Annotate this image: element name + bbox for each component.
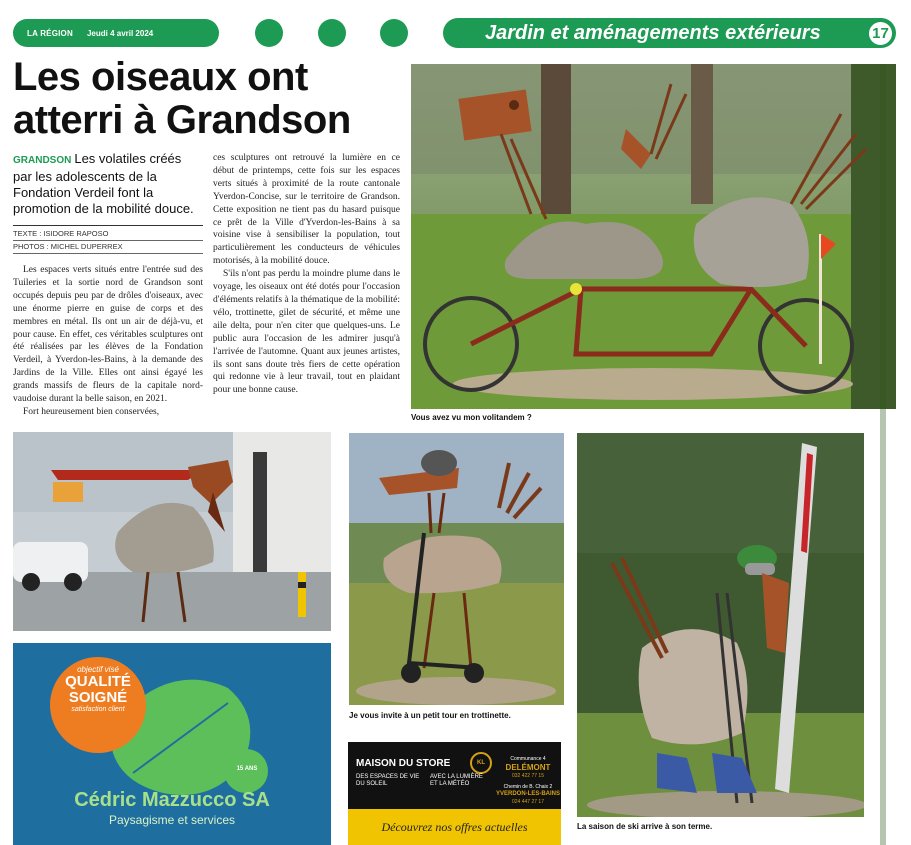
badge-text: QUALITÉ <box>65 673 131 690</box>
store-address: Chemin de B. Chaix 2 <box>503 784 553 790</box>
section-title: Jardin et aménagements extérieurs <box>443 18 896 48</box>
ad-tagline: Paysagisme et services <box>108 813 236 827</box>
page-edge <box>880 64 886 845</box>
newspaper-name: LA RÉGION <box>27 28 73 38</box>
store-city: YVERDON-LES-BAINS <box>495 791 560 797</box>
store-city: DELÉMONT <box>505 763 551 772</box>
badge-text: objectif visé <box>77 665 119 674</box>
article-lead <box>13 151 203 217</box>
store-logo: KL <box>470 752 492 774</box>
years-badge: 15 ANS <box>236 766 258 772</box>
article-headline <box>13 56 403 142</box>
body-column-1 <box>13 264 203 419</box>
paragraph: Les espaces verts situés entre l'entrée sud des Tuileries et la sortie nord de Grandson sont occupés depuis peu par de drôles d'oiseaux, avec une énorme pierre en guise de corps et des membres en métal. Ils ont un air de déjà-vu, et pour cause. En effet, ces véritables sculptures ont été réalisées par les élèves de la Fondation Verdeil, à Yverdon-les-Bains, à la demande des Jardins de la Ville. Elles ont ainsi égayé les grands massifs de fleurs de la capitale nord-vaudoise durant la belle saison, en 2021. <box>13 265 203 405</box>
credit-photos: PHOTOS : MICHEL DUPERREX <box>13 242 203 254</box>
caption-tandem: Vous avez vu mon volitandem ? <box>411 413 532 422</box>
headline-line: atterri à Grandson <box>13 98 351 142</box>
ad-cedric-mazzucco[interactable] <box>13 643 331 845</box>
quality-badge <box>50 665 146 713</box>
caption-ski: La saison de ski arrive à son terme. <box>577 822 713 831</box>
photo-tandem-birds <box>411 64 896 409</box>
photo-ski-bird <box>577 433 864 817</box>
body-column-2 <box>213 152 400 397</box>
header-brand-bar <box>13 19 219 47</box>
store-address: Communance 4 <box>510 756 546 762</box>
store-phone: 024 447 27 17 <box>512 799 544 805</box>
kicker: GRANDSON <box>13 155 72 166</box>
header-dot <box>255 19 283 47</box>
page-number: 17 <box>867 20 894 47</box>
issue-date: Jeudi 4 avril 2024 <box>86 28 154 38</box>
store-line: AVEC LA LUMIÈRE ET LA MÉTÉO <box>430 774 483 787</box>
credit-text: TEXTE : ISIDORE RAPOSO <box>13 229 203 241</box>
credits <box>13 225 203 255</box>
store-name: MAISON DU STORE <box>356 758 451 769</box>
badge-text: satisfaction client <box>71 706 125 713</box>
ad-company-name: Cédric Mazzucco SA <box>74 789 270 811</box>
paragraph: S'ils n'ont pas perdu la moindre plume dans le voyage, les oiseaux ont été dotés pour l'occasion d'éléments relatifs à la thématique de la mobilité: vélo, trottinette, gilet de sécurité, et même une aile delta, pour n'en citer que quelques-uns. Le public aura l'occasion de les admirer jusqu'à l'arrivée de l'automne. Quant aux jeunes artistes, ils sont sans doute très fiers de cette opération qui redonne vie à leur travail, tout en plaidant pour une bonne cause. <box>213 269 400 396</box>
header-dot <box>318 19 346 47</box>
ad-maison-du-store[interactable] <box>348 742 561 845</box>
photo-delta-bird <box>13 432 331 631</box>
header-dot <box>380 19 408 47</box>
paragraph: Fort heureusement bien conservées, <box>23 406 160 417</box>
store-slogan: Découvrez nos offres actuelles <box>348 809 561 845</box>
store-phone: 032 422 77 15 <box>512 773 544 779</box>
paragraph: ces sculptures ont retrouvé la lumière en ce début de printemps, cette fois sur les espaces verts situés à proximité de la route cantonale Yverdon-Concise, sur le territoire de Grandson. Cette exposition ne tient pas du hasard puisque ce prêt de la Ville d'Yverdon-les-Bains à sa voisine vise à sensibiliser la population, tout particulièrement les conducteurs de véhicules motorisés, à la mobilité douce. <box>213 153 400 267</box>
photo-scooter-bird <box>349 433 564 705</box>
caption-scooter: Je vous invite à un petit tour en trottinette. <box>349 711 511 720</box>
headline-line: Les oiseaux ont <box>13 55 308 99</box>
badge-text: SOIGNÉ <box>68 689 128 706</box>
lead-text: Les volatiles créés par les adolescents de la Fondation Verdeil font la promotion de la mobilité douce. <box>13 151 194 216</box>
store-line: DES ESPACES DE VIE DU SOLEIL <box>356 774 420 787</box>
